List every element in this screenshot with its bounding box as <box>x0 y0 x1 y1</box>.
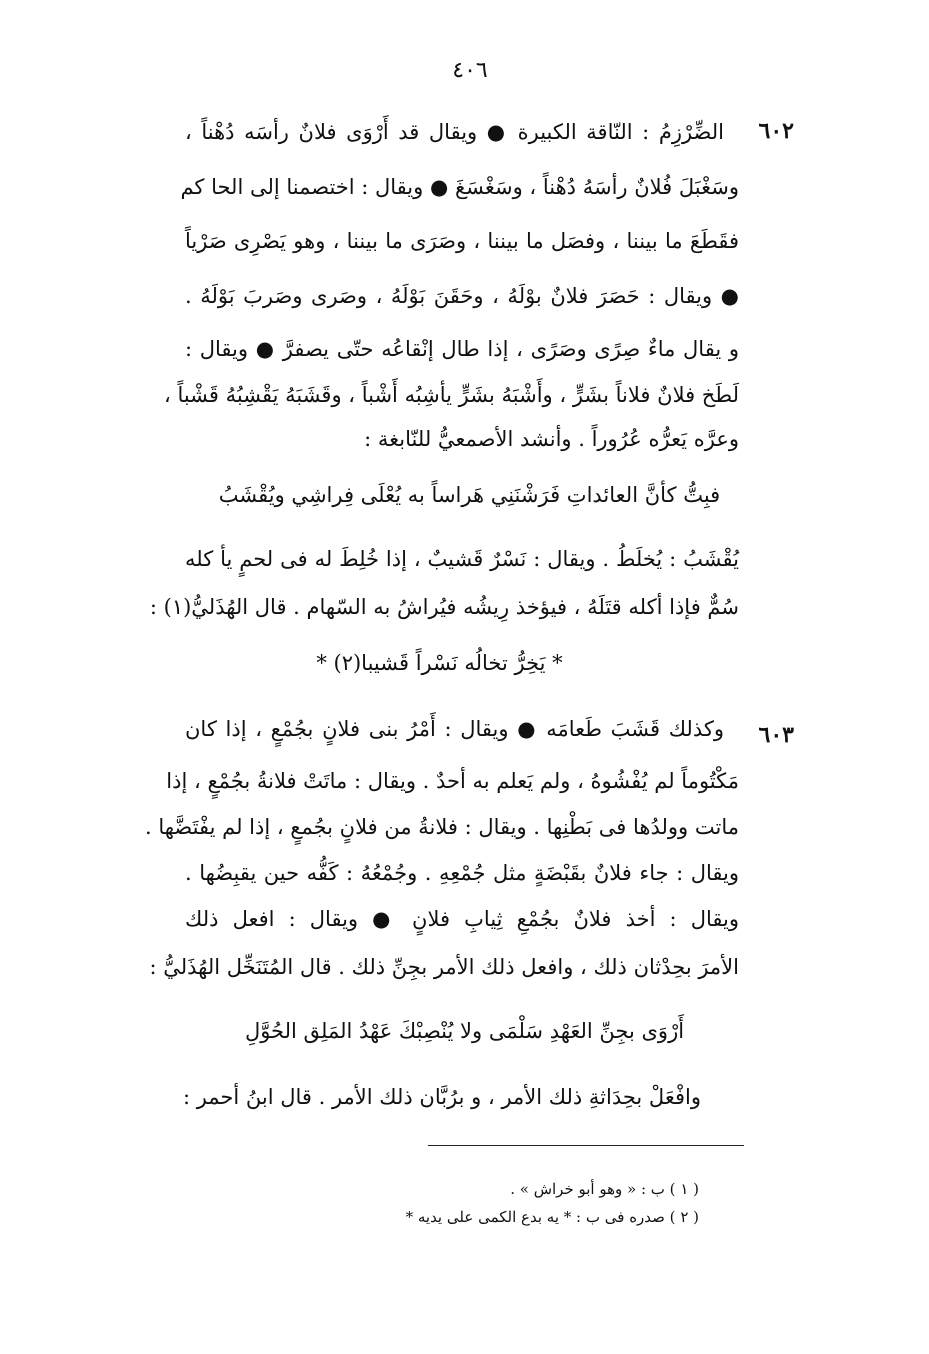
text-line: الضِّرْزِمُ : النّاقة الكبيرة ● ويقال قد أَرْوَى فلانٌ رأسَه دُهْناً ، <box>185 120 724 144</box>
entry-number: ٦٠٢ <box>758 118 794 144</box>
footnote: ( ١ ) ب : « وهو أبو خراش » . <box>510 1180 699 1198</box>
poem-verse: فبِتُّ كأنَّ العائداتِ فَرَشْنَنِي هَراساً به يُعْلَى فِراشِي ويُقْشَبُ <box>218 483 721 507</box>
poem-verse: أَرْوَى بجِنِّ العَهْدِ سَلْمَى ولا يُنْصِبْكَ عَهْدُ المَلِق الحُوَّلِ <box>244 1019 685 1043</box>
text-line: وكذلك قَشَبَ طَعامَه ● ويقال : أَمْرُ بنى فلانٍ بجُمْعٍ ، إذا كان <box>185 717 724 741</box>
text-line: وافْعَلْ بحِدَاثةِ ذلك الأمر ، و برُبَّان ذلك الأمر . قال ابنُ أحمر : <box>182 1085 701 1109</box>
poem-verse: * يَخِرُّ تخالُه نَسْراً قَشيبا(٢) * <box>316 651 563 675</box>
text-line: سُمٌّ فإذا أكله قتَلَهُ ، فيؤخذ رِيشُه فيُراشُ به السّهام . قال الهُذَليُّ(١) : <box>149 595 739 619</box>
text-line: يُقْشَبُ : يُخلَطُ . ويقال : نَسْرٌ قَشيبٌ ، إذا خُلِطَ له فى لحمٍ يأ كله <box>185 547 739 571</box>
footnote: ( ٢ ) صدره فى ب : * يه بدع الكمى على يديه * <box>405 1208 699 1226</box>
text-line: ويقال : جاء فلانٌ بقَبْضَةٍ مثل جُمْعِهِ . وجُمْعُهُ : كَفُّه حين يقبِضُها . <box>185 861 739 885</box>
footnote-divider <box>428 1145 744 1146</box>
text-line: ماتت وولدُها فى بَطْنِها . ويقال : فلانةُ من فلانٍ بجُمعٍ ، إذا لم يفْتَضَّها . <box>144 815 739 839</box>
text-line: الأمرَ بحِدْثان ذلك ، وافعل ذلك الأمر بجِنِّ ذلك . قال المُتَنَخِّل الهُذَليُّ : <box>149 955 739 979</box>
text-line: فقَطَعَ ما بيننا ، وفصَل ما بيننا ، وصَرَى ما بيننا ، وهو يَصْرِى صَرْياً <box>185 229 739 253</box>
text-line: ● ويقال : حَصَرَ فلانٌ بوْلَهُ ، وحَقَنَ بَوْلَهُ ، وصَرى وصَربَ بَوْلَهُ . <box>185 284 739 308</box>
text-line: وعرَّه يَعرُّه عُرُوراً . وأنشد الأصمعيُّ للنّابغة : <box>364 427 739 451</box>
text-line: وسَغْبَلَ فُلانٌ رأسَهُ دُهْناً ، وسَغْسَغَ ● ويقال : اختصمنا إلى الحا كم <box>180 175 739 199</box>
entry-number: ٦٠٣ <box>758 722 794 748</box>
text-line: ويقال : أخذ فلانٌ بجُمْعِ ثِيابِ فلانٍ ● ويقال : افعل ذلك <box>185 907 739 931</box>
text-line: لَطَخ فلانٌ فلاناً بشَرٍّ ، وأَشْبَهُ بشَرٍّ يأشِبُه أَشْباً ، وقَشَبَهُ يَقْشِبُهُ قَشْباً ، <box>163 383 739 407</box>
text-line: و يقال ماءٌ صِرًى وصَرًى ، إذا طال إنْقاعُه حتّى يصفرَّ ● ويقال : <box>185 337 739 361</box>
page-number: ٤٠٦ <box>452 58 488 83</box>
text-line: مَكْتُوماً لم يُفْشُوهُ ، ولم يَعلم به أحدٌ . ويقال : ماتَتْ فلانةُ بجُمْعٍ ، إذا <box>166 769 739 793</box>
